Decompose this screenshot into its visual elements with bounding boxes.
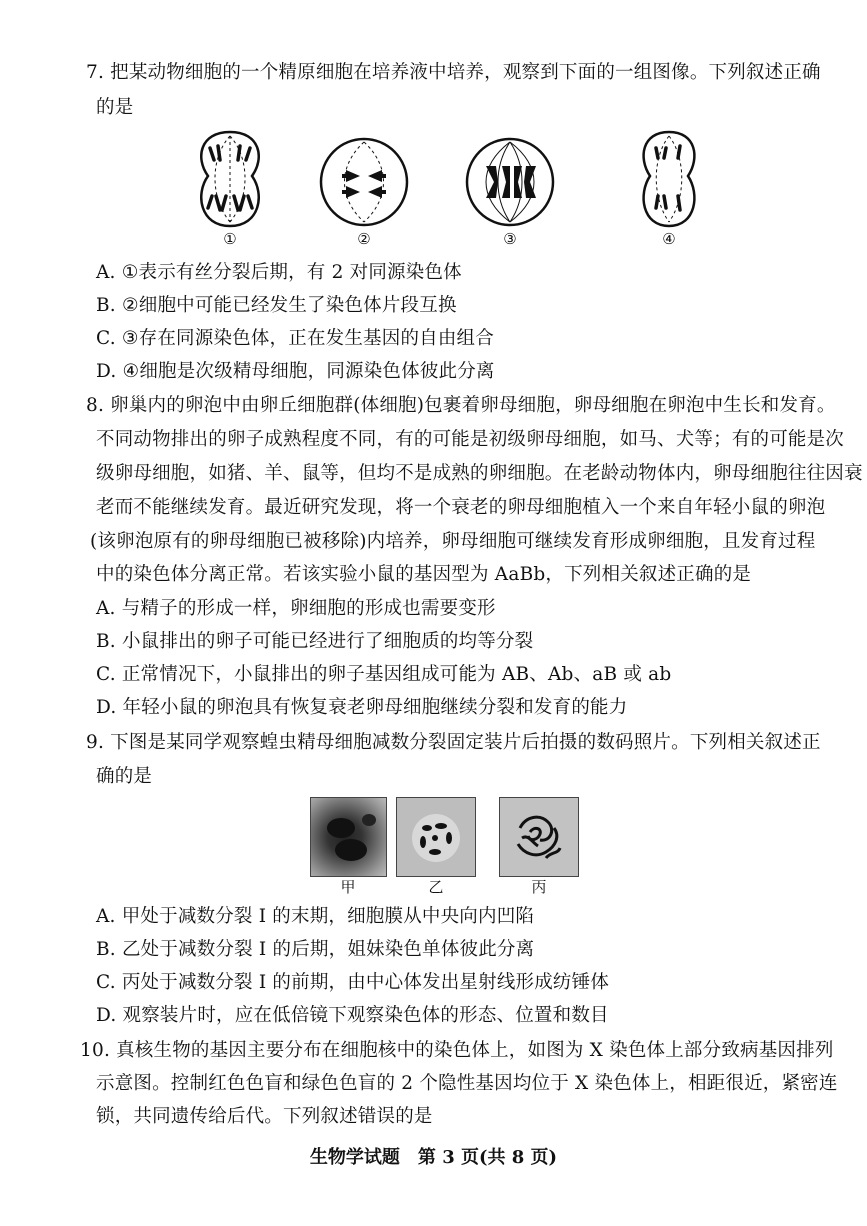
q7-stem-line1: 7. 把某动物细胞的一个精原细胞在培养液中培养，观察到下面的一组图像。下列叙述正确 — [86, 62, 821, 83]
q9-option-b: B. 乙处于减数分裂 Ⅰ 的后期，姐妹染色单体彼此分离 — [96, 939, 535, 960]
q8-stem-line5: (该卵泡原有的卵母细胞已被移除)内培养，卵母细胞可继续发育形成卵细胞，且发育过程 — [90, 531, 816, 552]
q9-photo-label-bing: 丙 — [531, 878, 547, 896]
q8-stem-line2: 不同动物排出的卵子成熟程度不同，有的可能是初级卵母细胞，如马、犬等；有的可能是次 — [96, 429, 845, 450]
q7-option-c: C. ③存在同源染色体，正在发生基因的自由组合 — [96, 328, 494, 349]
q7-option-d: D. ④细胞是次级精母细胞，同源染色体彼此分离 — [96, 361, 495, 382]
q7-figure-label-1: ① — [223, 230, 237, 248]
q9-option-d: D. 观察装片时，应在低倍镜下观察染色体的形态、位置和数目 — [96, 1005, 609, 1026]
q7-option-b: B. ②细胞中可能已经发生了染色体片段互换 — [96, 295, 457, 316]
q8-stem-line6: 中的染色体分离正常。若该实验小鼠的基因型为 AaBb，下列相关叙述正确的是 — [96, 564, 752, 585]
q9-photo-jia — [310, 797, 387, 877]
q9-photo-label-jia: 甲 — [340, 878, 356, 896]
q10-stem-line2: 示意图。控制红色色盲和绿色色盲的 2 个隐性基因均位于 X 染色体上，相距很近，紧密连 — [96, 1073, 838, 1094]
page-footer: 生物学试题 第 3 页(共 8 页) — [309, 1147, 558, 1168]
q9-photo-label-yi: 乙 — [428, 878, 444, 896]
q8-option-a: A. 与精子的形成一样，卵细胞的形成也需要变形 — [96, 598, 496, 619]
q8-stem-line4: 老而不能继续发育。最近研究发现，将一个衰老的卵母细胞植入一个来自年轻小鼠的卵泡 — [96, 497, 826, 518]
q8-option-b: B. 小鼠排出的卵子可能已经进行了细胞质的均等分裂 — [96, 631, 534, 652]
q9-stem-line1: 9. 下图是某同学观察蝗虫精母细胞减数分裂固定装片后拍摄的数码照片。下列相关叙述正 — [86, 732, 821, 753]
q10-stem-line3: 锁，共同遗传给后代。下列叙述错误的是 — [96, 1106, 433, 1127]
q7-cell-figure-1 — [190, 128, 270, 230]
q10-stem-line1: 10. 真核生物的基因主要分布在细胞核中的染色体上，如图为 X 染色体上部分致病基因排列 — [80, 1040, 834, 1061]
q7-stem-line2: 的是 — [96, 97, 134, 118]
q9-option-c: C. 丙处于减数分裂 Ⅰ 的前期，由中心体发出星射线形成纺锤体 — [96, 972, 610, 993]
q7-option-a: A. ①表示有丝分裂后期，有 2 对同源染色体 — [96, 262, 462, 283]
q9-photo-bing — [499, 797, 579, 877]
q8-option-c: C. 正常情况下，小鼠排出的卵子基因组成可能为 AB、Ab、aB 或 ab — [96, 664, 672, 685]
q9-photo-yi — [396, 797, 476, 877]
q7-cell-figure-2 — [318, 136, 410, 228]
q8-stem-line3: 级卵母细胞，如猪、羊、鼠等，但均不是成熟的卵细胞。在老龄动物体内，卵母细胞往往因衰 — [96, 463, 863, 484]
q7-cell-figure-4 — [634, 128, 704, 230]
q7-figure-label-2: ② — [357, 230, 371, 248]
q7-figure-label-4: ④ — [662, 230, 676, 248]
q9-option-a: A. 甲处于减数分裂 Ⅰ 的末期，细胞膜从中央向内凹陷 — [96, 906, 535, 927]
q9-stem-line2: 确的是 — [96, 766, 153, 787]
q8-option-d: D. 年轻小鼠的卵泡具有恢复衰老卵母细胞继续分裂和发育的能力 — [96, 697, 628, 718]
q8-stem-line1: 8. 卵巢内的卵泡中由卵丘细胞群(体细胞)包裹着卵母细胞，卵母细胞在卵泡中生长和发育。 — [86, 395, 836, 416]
q7-cell-figure-3 — [464, 136, 556, 228]
q7-figure-label-3: ③ — [503, 230, 517, 248]
